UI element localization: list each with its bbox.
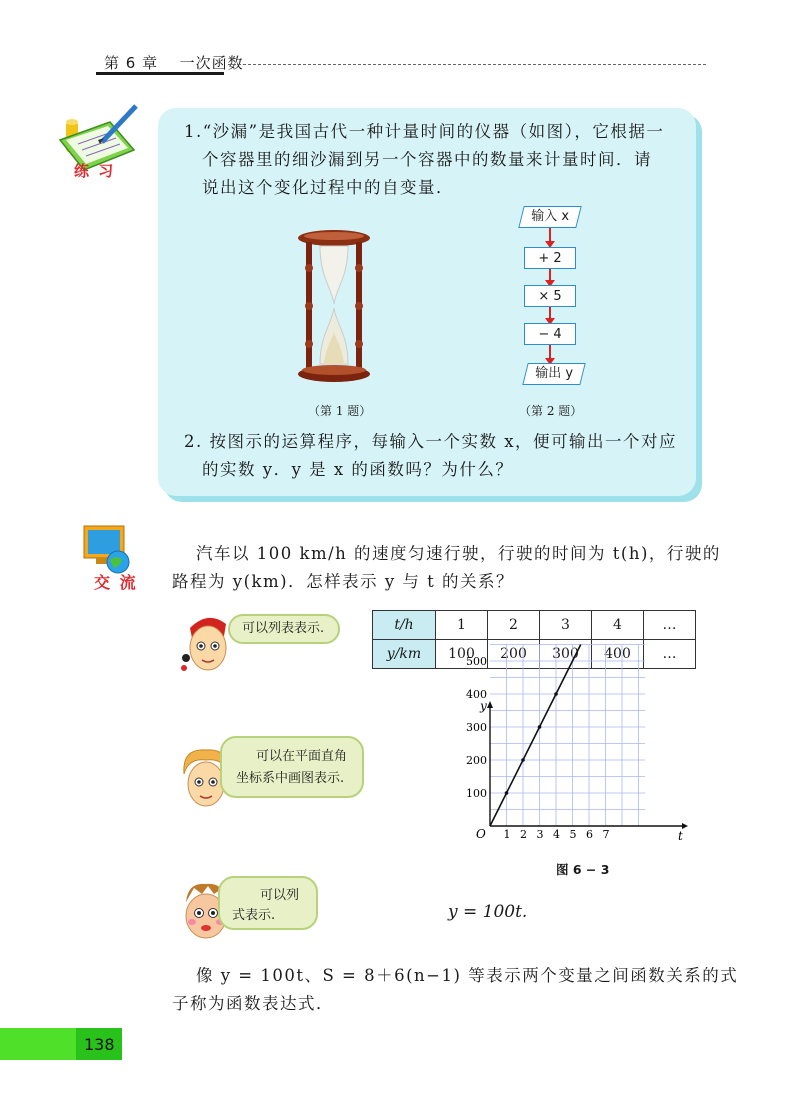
exchange-intro-line-2: 路程为 y(km)．怎样表示 y 与 t 的关系？: [172, 572, 515, 591]
series-line: [490, 645, 581, 827]
header-divider: [228, 64, 706, 65]
table-cell: 1: [436, 611, 488, 640]
practice-badge: 练 习: [74, 162, 116, 180]
data-point: [538, 725, 542, 729]
distance-table: [372, 610, 696, 669]
bubble-formula: [218, 876, 318, 930]
y-tick-label: 200: [466, 754, 487, 767]
data-point: [505, 791, 509, 795]
formula: y = 100t.: [448, 902, 528, 922]
flow-arrow-4: [549, 345, 551, 361]
y-tick-label: 500: [466, 655, 487, 668]
data-point: [521, 758, 525, 762]
chapter-number: 第 6 章: [104, 54, 159, 72]
table-cell: 100: [436, 640, 488, 669]
flow-step-multiply: × 5: [524, 285, 576, 307]
table-row: [373, 611, 696, 640]
table-cell: 200: [488, 640, 540, 669]
bubble-graph: [220, 736, 364, 798]
chart-axes: [476, 699, 688, 843]
flow-step-add: + 2: [524, 247, 576, 269]
bubble-graph-line-2: 坐标系中画图表示.: [236, 771, 345, 786]
flow-arrow-3: [549, 307, 551, 321]
q2-line-1: 2. 按图示的运算程序，每输入一个实数 x，便可输出一个对应: [184, 432, 678, 451]
x-tick-label: 4: [553, 828, 560, 841]
y-axis-arrow: [487, 701, 493, 708]
bubble-formula-line-2: 式表示.: [232, 908, 276, 923]
x-tick-label: 2: [520, 828, 527, 841]
chapter-title: 一次函数: [179, 54, 244, 72]
y-tick-label: 400: [466, 688, 487, 701]
x-tick-label: 7: [602, 828, 610, 841]
exchange-badge: 交 流: [94, 573, 138, 592]
flow-input: 输入 x: [518, 206, 581, 228]
data-point: [554, 692, 558, 696]
table-cell: 2: [488, 611, 540, 640]
flow-output: 输出 y: [522, 363, 585, 385]
x-axis-label: t: [678, 829, 683, 843]
x-tick-label: 5: [569, 828, 577, 841]
table-cell: 3: [540, 611, 592, 640]
flow-step-subtract: − 4: [524, 323, 576, 345]
table-header-y: y/km: [373, 640, 436, 669]
x-axis-arrow: [682, 823, 688, 829]
table-cell: 400: [592, 640, 644, 669]
caption-q2: （第 2 题）: [519, 404, 583, 418]
bubble-table: 可以列表表示.: [228, 614, 340, 644]
table-row: [373, 640, 696, 669]
table-cell: 300: [540, 640, 592, 669]
chapter-header: [104, 52, 244, 73]
table-header-t: t/h: [373, 611, 436, 640]
chart-series: [490, 645, 581, 827]
exchange-intro-line-1: 汽车以 100 km/h 的速度匀速行驶，行驶的时间为 t(h)，行驶的: [196, 544, 721, 563]
distance-time-chart: [460, 655, 700, 846]
conclusion-line-2: 子称为函数表达式．: [172, 994, 334, 1013]
bubble-formula-line-1: 可以列: [260, 888, 300, 903]
flow-arrow-2: [549, 269, 551, 283]
hourglass-image: [296, 228, 376, 386]
student-face-1: [178, 610, 238, 680]
y-tick-label: 300: [466, 721, 487, 734]
flow-arrow-1: [549, 228, 551, 244]
y-tick-label: 100: [466, 787, 487, 800]
q1-line-1: 1.“沙漏”是我国古代一种计量时间的仪器（如图），它根据一: [184, 122, 665, 141]
page-number: 138: [84, 1035, 115, 1054]
table-cell: 4: [592, 611, 644, 640]
x-tick-label: 6: [586, 828, 593, 841]
bubble-graph-line-1: 可以在平面直角: [256, 749, 348, 764]
q2-line-2: 的实数 y．y 是 x 的函数吗？为什么？: [202, 460, 514, 479]
x-tick-label: 1: [503, 828, 511, 841]
figure-caption: 图 6 − 3: [556, 862, 610, 877]
x-tick-label: 3: [536, 828, 544, 841]
q1-line-3: 说出这个变化过程中的自变量．: [202, 178, 454, 197]
chart-ticks: [466, 655, 610, 841]
conclusion-line-1: 像 y = 100t、S = 8＋6(n−1) 等表示两个变量之间函数关系的式: [196, 966, 739, 985]
table-cell: …: [644, 611, 696, 640]
q1-line-2: 个容器里的细沙漏到另一个容器中的数量来计量时间．请: [202, 150, 652, 169]
caption-q1: （第 1 题）: [308, 404, 372, 418]
origin-label: O: [476, 827, 486, 841]
y-axis-label: y: [480, 699, 487, 713]
table-cell: …: [644, 640, 696, 669]
